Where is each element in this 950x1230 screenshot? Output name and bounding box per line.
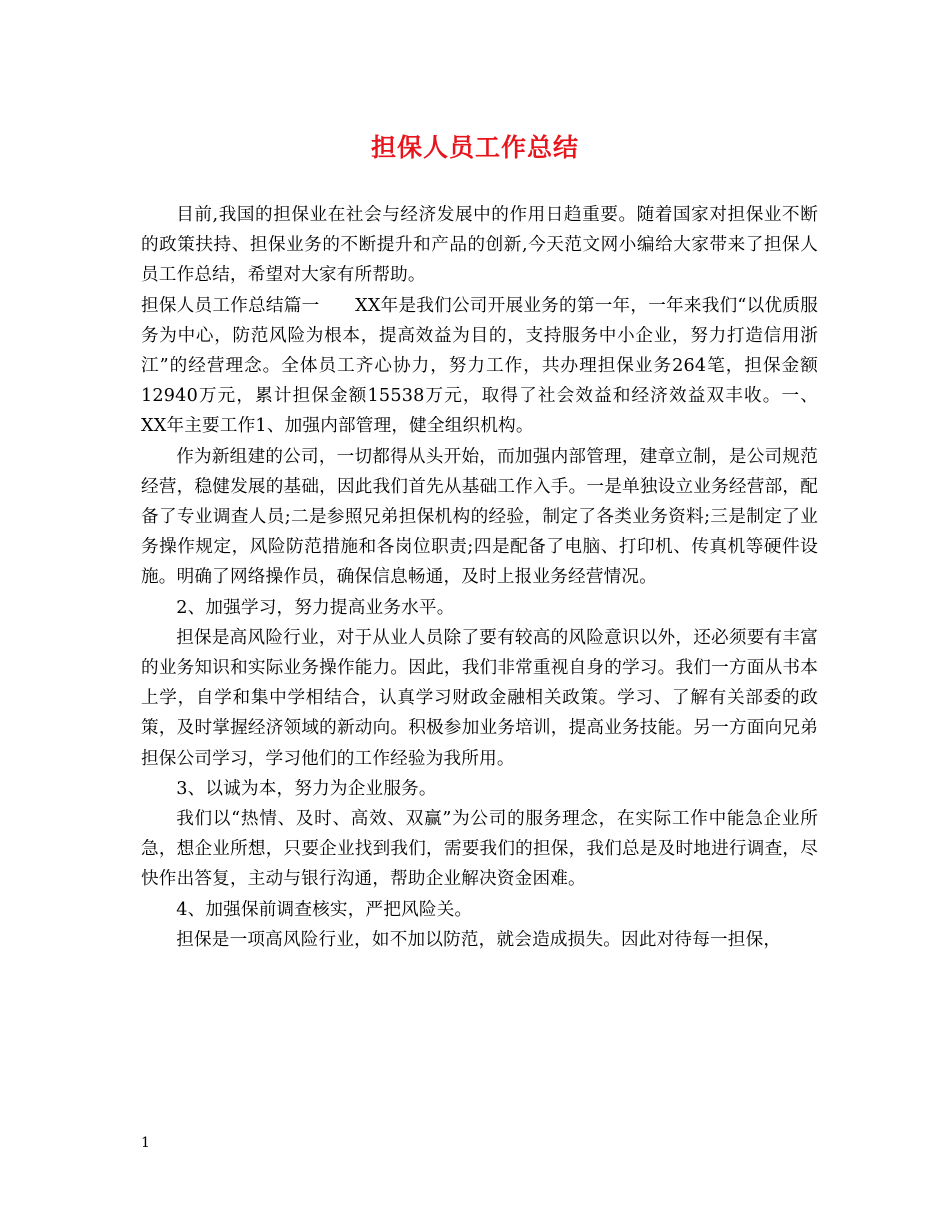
paragraph-intro: 目前,我国的担保业在社会与经济发展中的作用日趋重要。随着国家对担保业不断的政策扶持、担保业务的不断提升和产品的创新,今天范文网小编给大家带来了担保人员工作总结，希望对大家有所帮助。 (141, 205, 818, 286)
document-body (141, 200, 818, 955)
paragraph-learning: 担保是高风险行业，对于从业人员除了要有较高的风险意识以外，还必须要有丰富的业务知识和实际业务操作能力。因此，我们非常重视自身的学习。我们一方面从书本上学，自学和集中学相结合，认真学习财政金融相关政策。学习、了解有关部委的政策，及时掌握经济领域的新动向。积极参加业务培训，提高业务技能。另一方面向兄弟担保公司学习，学习他们的工作经验为我所用。 (141, 627, 818, 769)
page-number: 1 (141, 1135, 150, 1151)
paragraph-risk: 担保是一项高风险行业，如不加以防范，就会造成损失。因此对待每一担保， (176, 929, 782, 950)
paragraph-heading-service: 3、以诚为本，努力为企业服务。 (176, 778, 437, 799)
document-title: 担保人员工作总结 (370, 133, 579, 162)
paragraph-section-one: 担保人员工作总结篇一 XX年是我们公司开展业务的第一年，一年来我们“以优质服务为中心，防范风险为根本，提高效益为目的，支持服务中小企业，努力打造信用浙江”的经营理念。全体员工齐心协力，努力工作，共办理担保业务264笔，担保金额12940万元，累计担保金额15538万元，取得了社会效益和经济效益双丰收。一、 XX年主要工作1、加强内部管理，健全组织机构。 (141, 295, 818, 437)
paragraph-service: 我们以“热情、及时、高效、双赢”为公司的服务理念，在实际工作中能急企业所急，想企业所想，只要企业找到我们，需要我们的担保，我们总是及时地进行调查，尽快作出答复，主动与银行沟通，帮助企业解决资金困难。 (141, 809, 818, 890)
paragraph-internal-management: 作为新组建的公司，一切都得从头开始，而加强内部管理，建章立制，是公司规范经营，稳健发展的基础，因此我们首先从基础工作入手。一是单独设立业务经营部，配备了专业调查人员;二是参照兄弟担保机构的经验，制定了各类业务资料;三是制定了业务操作规定，风险防范措施和各岗位职责;四是配备了电脑、打印机、传真机等硬件设施。明确了网络操作员，确保信息畅通，及时上报业务经营情况。 (141, 446, 818, 588)
paragraph-heading-risk: 4、加强保前调查核实，严把风险关。 (176, 899, 473, 920)
paragraph-heading-learning: 2、加强学习，努力提高业务水平。 (176, 597, 455, 618)
